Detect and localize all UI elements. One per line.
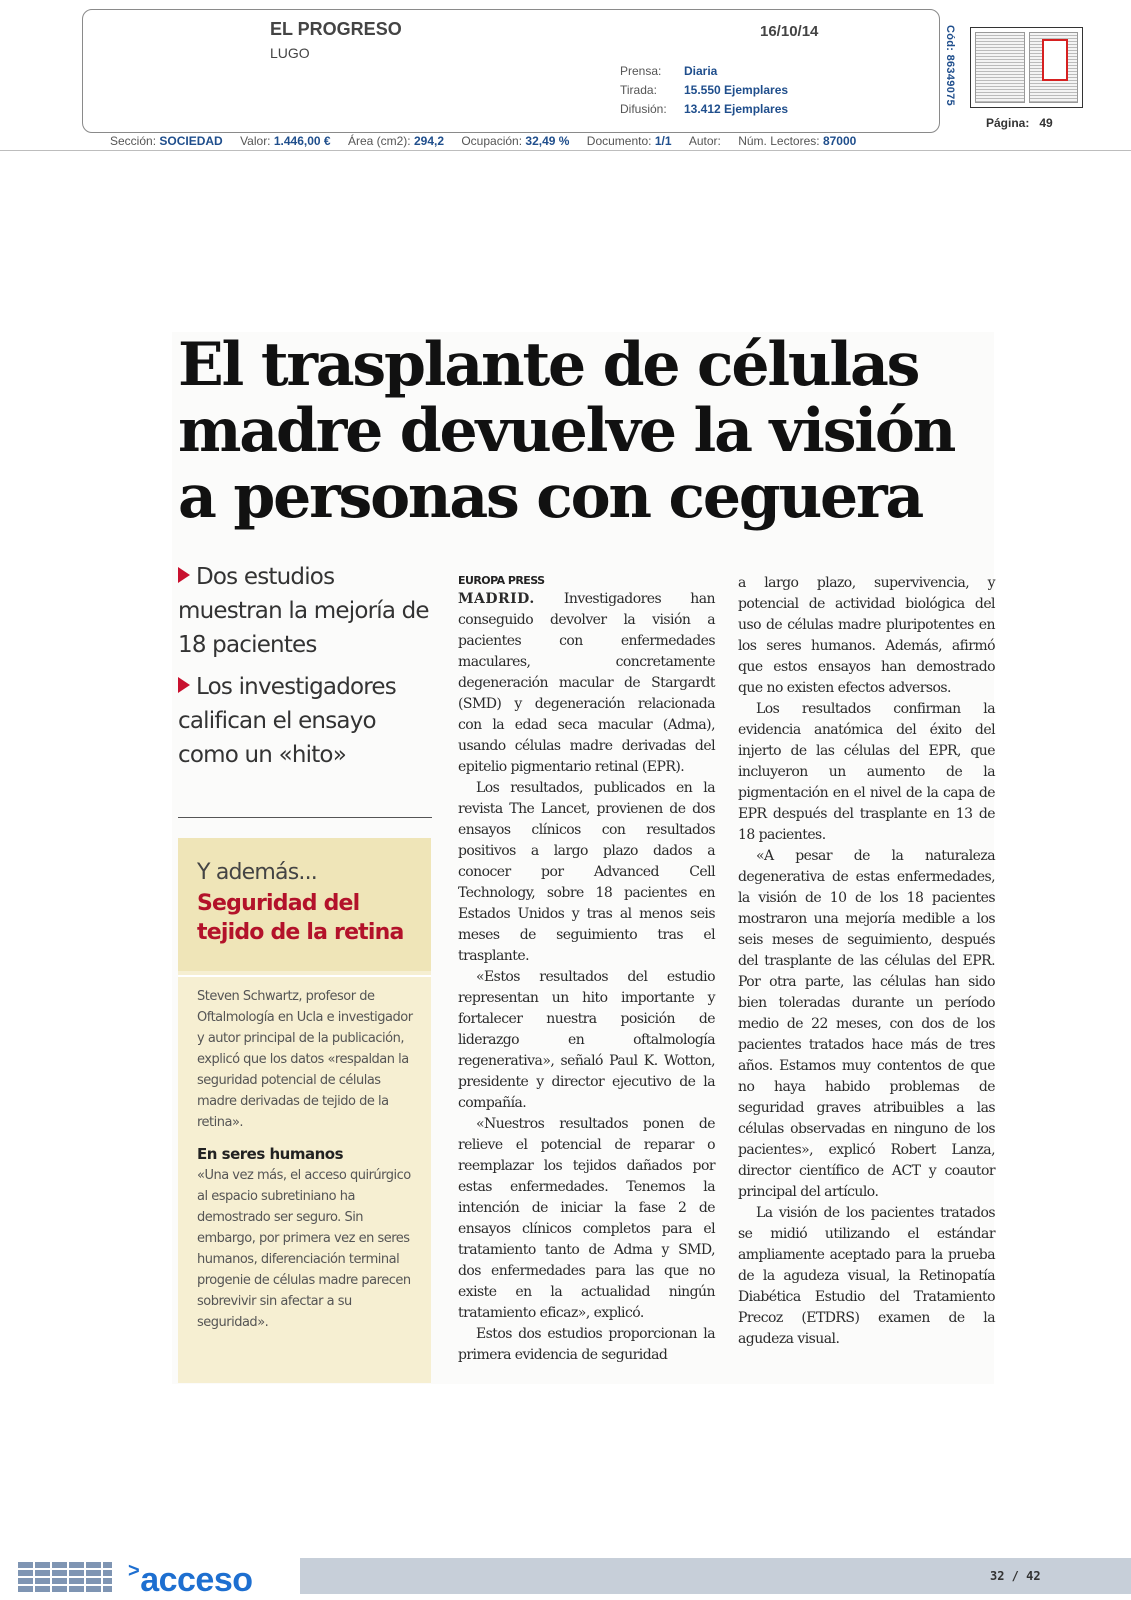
info-value: 294,2 (413, 134, 444, 148)
info-item (587, 134, 672, 148)
info-item (110, 134, 223, 148)
article-paragraph: La visión de los pacientes tratados se midió utilizando el estándar ampliamente aceptado para la prueba de la agudeza visual, la Retinopatía Diabética Estudio del Tratamiento Precoz (ETDRS) examen de la agudeza visual. (738, 1205, 995, 1347)
sidebar-title: Seguridad del tejido de la retina (197, 891, 404, 945)
sidebar-subhead: En seres humanos (197, 1145, 343, 1163)
meta-value: Diaria (684, 64, 718, 78)
article-paragraph: Los resultados confirman la evidencia anatómica del éxito del injerto de las células del EPR, que incluyeron un aumento de la pigmentación en el nivel de la capa de EPR después del trasplante en 13 de 18 pacientes. (738, 701, 995, 843)
page-number-label: Página: (986, 116, 1030, 130)
info-item (348, 134, 444, 148)
info-value: 1/1 (654, 134, 672, 148)
sidebar-body (178, 981, 431, 1333)
paragraph-text: Investigadores han conseguido devolver la visión a pacientes con enfermedades maculares, concretamente degeneración macular de Stargardt (SMD) y degeneración relacionada con la edad seca macular (Adma), usando células madre derivadas del epitelio pigmentario retinal (EPR). (458, 591, 715, 775)
meta-label: Prensa: (620, 64, 662, 78)
sidebar-kicker: Y además... (197, 860, 317, 885)
meta-value: 15.550 Ejemplares (684, 83, 789, 97)
article-byline: EUROPA PRESS (458, 574, 545, 587)
article-subheads (178, 560, 433, 780)
headline-line: madre devuelve la visión (178, 396, 955, 466)
info-bar (110, 134, 870, 148)
info-value: 1.446,00 € (273, 134, 331, 148)
info-label: Área (cm2): (347, 134, 411, 148)
meta-prensa (620, 64, 717, 78)
publication-city: LUGO (270, 45, 310, 61)
header-divider (0, 150, 1131, 151)
meta-label: Tirada: (620, 83, 657, 97)
article-paragraph: «A pesar de la naturaleza degenerativa de estas enfermedades, la visión de 10 de los 18 pacientes mostraron una mejoría medible a los seis meses de seguimiento, después del trasplante de las células del EPR. Por otra parte, las células han sido bien toleradas durante un período medio de 22 meses, con dos de los pacientes tratados hace más de tres años. Estamos muy contentos de que no haya habido problemas de seguridad graves atribuibles a las células observadas en ninguno de los pacientes», explicó Robert Lanza, director científico de ACT y coautor principal del artículo. (738, 848, 995, 1200)
meta-tirada (620, 83, 788, 97)
article-column-1 (458, 573, 715, 1366)
page-number (986, 116, 1053, 130)
info-item (689, 134, 721, 148)
acceso-logo[interactable] (128, 1560, 253, 1600)
article-headline (178, 332, 978, 530)
info-label: Documento: (586, 134, 652, 148)
bullet-triangle-icon (178, 677, 190, 693)
article-paragraph (458, 589, 715, 778)
article-paragraph: Los resultados, publicados en la revista The Lancet, provienen de dos ensayos clínicos con resultados positivos a largo plazo dados a conocer por Advanced Cell Technology, sobre 18 pacientes en Estados Unidos y tras al menos seis meses de seguimiento tras el trasplante. (458, 780, 715, 964)
page-thumbnail-highlighted[interactable] (1029, 32, 1079, 103)
info-item (240, 134, 331, 148)
subhead (178, 670, 433, 772)
info-item (461, 134, 569, 148)
article-paragraph: «Nuestros resultados ponen de relieve el potencial de reparar o reemplazar los tejidos dañados por estas enfermedades. Tenemos la intención de iniciar la fase 2 de ensayos clínicos completos para el tratamiento tanto de Adma y SMD, dos enfermedades para las que no existe en la actualidad ningún tratamiento eficaz», explicó. (458, 1116, 715, 1321)
info-item (738, 134, 856, 148)
info-label: Autor: (688, 134, 721, 148)
subhead-divider (178, 817, 432, 818)
meta-difusion (620, 102, 788, 116)
subhead (178, 560, 433, 662)
info-value: 32,49 % (525, 134, 570, 148)
page-thumbnails[interactable] (970, 27, 1083, 108)
dateline: MADRID. (458, 591, 535, 607)
headline-line: a personas con ceguera (178, 462, 923, 532)
info-label: Sección: (110, 134, 157, 148)
headline-line: El trasplante de células (178, 330, 919, 400)
info-value: SOCIEDAD (159, 134, 223, 148)
meta-value: 13.412 Ejemplares (684, 102, 789, 116)
publication-name: EL PROGRESO (270, 19, 402, 39)
info-value: 87000 (822, 134, 857, 148)
footer-grid-decoration (18, 1560, 112, 1592)
article-paragraph: «Estos resultados del estudio representan un hito importante y fortalecer nuestra posición de liderazgo en oftalmología regenerativa», señaló Paul K. Wotton, presidente y director ejecutivo de la compañía. (458, 969, 715, 1111)
info-label: Ocupación: (461, 134, 523, 148)
article-paragraph: Estos dos estudios proporcionan la primera evidencia de seguridad (458, 1326, 715, 1363)
page-counter: 32 / 42 (990, 1569, 1041, 1583)
sidebar-paragraph: Steven Schwartz, profesor de Oftalmología en Ucla e investigador y autor principal de la publicación, explicó que los datos «respaldan la seguridad potencial de células madre derivadas de tejido de la retina». (197, 989, 413, 1130)
article-column-2 (738, 573, 995, 1350)
sidebar-header (178, 838, 431, 971)
logo-text: acceso (140, 1561, 253, 1599)
sidebar-separator (178, 971, 431, 981)
sidebar-box (178, 838, 431, 1383)
page-number-value: 49 (1039, 116, 1053, 130)
logo-arrow-icon: > (128, 1560, 140, 1582)
page-thumbnail[interactable] (975, 32, 1025, 103)
subhead-text: Los investigadores califican el ensayo como un «hito» (178, 674, 396, 768)
meta-label: Difusión: (620, 102, 667, 116)
article-paragraph: a largo plazo, supervivencia, y potencial de actividad biológica del uso de células madre pluripotentes en los seres humanos. Además, afirmó que estos ensayos han demostrado que no existen efectos adversos. (738, 575, 995, 696)
subhead-text: Dos estudios muestran la mejoría de 18 pacientes (178, 564, 429, 658)
document-code: Cód: 86349075 (944, 25, 956, 106)
publication-date: 16/10/14 (760, 23, 819, 40)
info-label: Núm. Lectores: (738, 134, 820, 148)
sidebar-paragraph: «Una vez más, el acceso quirúrgico al espacio subretiniano ha demostrado ser seguro. Sin embargo, por primera vez en seres humanos, diferenciación terminal progenie de células madre parecen sobrevivir sin afectar a su seguridad». (197, 1168, 411, 1330)
bullet-triangle-icon (178, 567, 190, 583)
info-label: Valor: (240, 134, 271, 148)
